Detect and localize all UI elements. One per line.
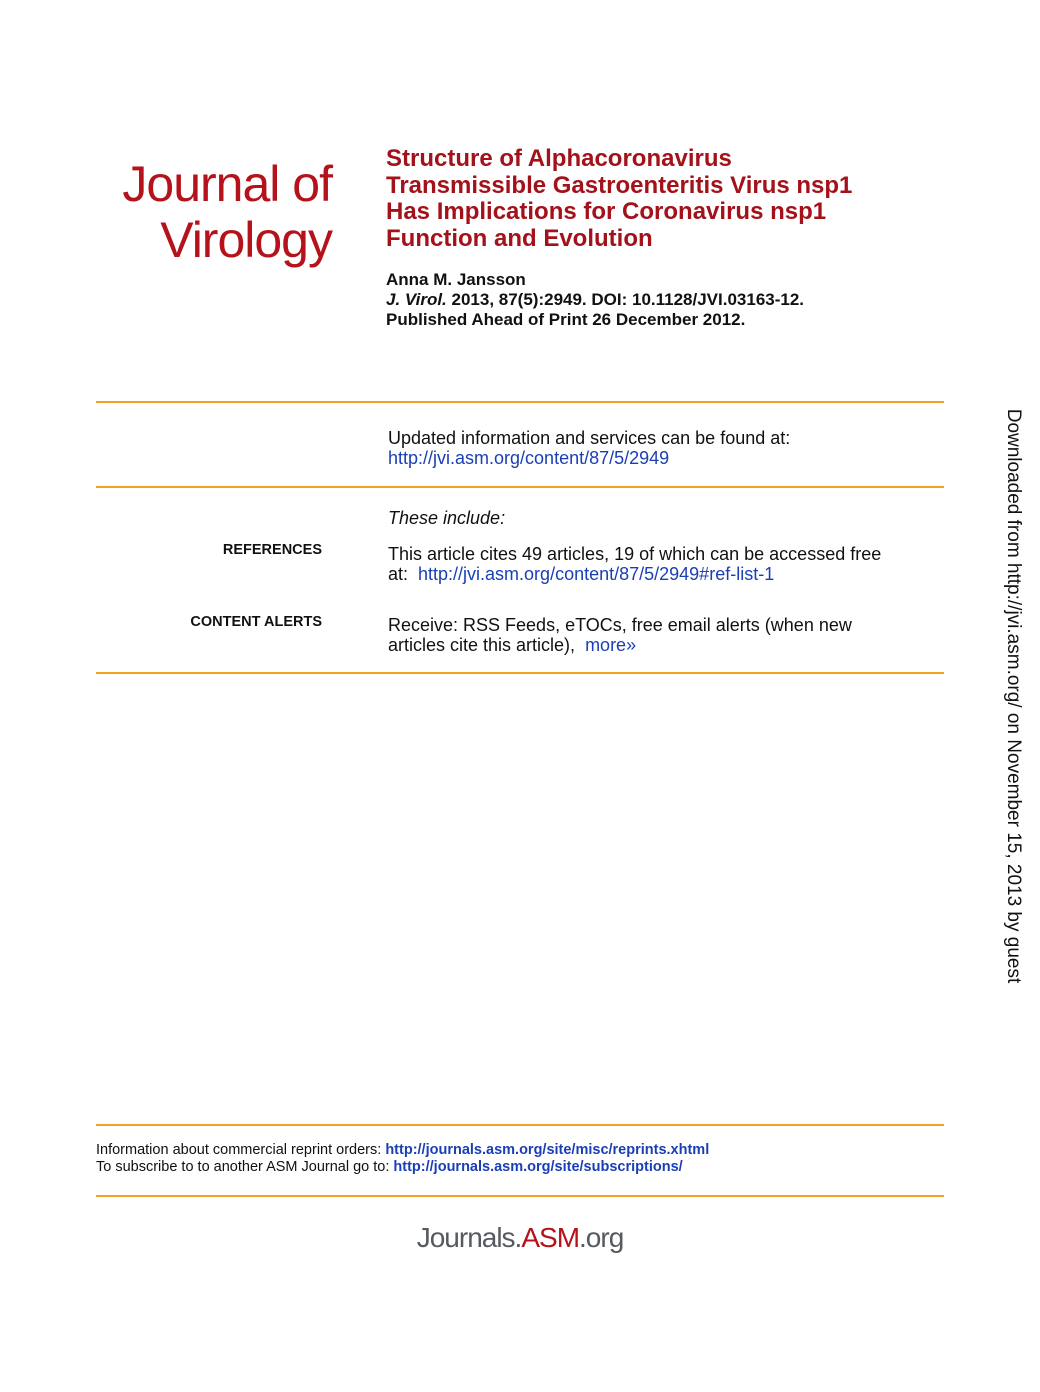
references-info xyxy=(388,544,881,584)
article-title xyxy=(386,146,946,252)
title-line-3: Has Implications for Coronavirus nsp1 xyxy=(386,198,827,225)
download-watermark: Downloaded from http://jvi.asm.org/ on November 15, 2013 by guest xyxy=(1003,408,1024,984)
journal-logo xyxy=(96,156,332,268)
published-date: Published Ahead of Print 26 December 2012. xyxy=(386,310,746,329)
journals-asm-logo xyxy=(0,1222,1040,1254)
article-link[interactable]: http://jvi.asm.org/content/87/5/2949 xyxy=(388,448,670,468)
citation-details: 2013, 87(5):2949. DOI: 10.1128/JVI.03163-12. xyxy=(446,290,805,309)
divider-middle xyxy=(96,486,944,488)
title-line-2: Transmissible Gastroenteritis Virus nsp1 xyxy=(386,171,853,199)
references-prefix: at: xyxy=(388,564,419,584)
logo-line-2: Virology xyxy=(160,212,332,268)
journal-abbrev: J. Virol. xyxy=(386,290,447,309)
title-line-4: Function and Evolution xyxy=(386,224,653,252)
logo-line-1: Journal of xyxy=(122,156,332,212)
subscribe-text: To subscribe to to another ASM Journal go to: xyxy=(96,1159,394,1175)
reprints-text: Information about commercial reprint orders: xyxy=(96,1142,386,1158)
more-link[interactable]: more» xyxy=(585,635,637,655)
these-include: These include: xyxy=(388,508,506,528)
citation xyxy=(386,290,946,310)
reprints-link[interactable]: http://journals.asm.org/site/misc/reprints.xhtml xyxy=(385,1142,710,1158)
article-meta xyxy=(386,270,946,330)
brand-prefix: Journals. xyxy=(416,1222,522,1253)
content-alerts-info xyxy=(388,615,852,655)
references-label: REFERENCES xyxy=(222,542,322,558)
content-alerts-label: CONTENT ALERTS xyxy=(190,614,322,630)
footer xyxy=(96,1142,709,1176)
divider-top xyxy=(96,401,944,403)
updated-text: Updated information and services can be found at: xyxy=(388,428,791,448)
brand-suffix: .org xyxy=(579,1222,624,1253)
divider-footer-top xyxy=(96,1124,944,1126)
brand-asm: ASM xyxy=(521,1222,580,1253)
references-link[interactable]: http://jvi.asm.org/content/87/5/2949#ref-list-1 xyxy=(418,564,775,584)
subscribe-link[interactable]: http://journals.asm.org/site/subscriptions/ xyxy=(393,1159,683,1175)
content-alerts-prefix: articles cite this article), xyxy=(388,635,586,655)
title-line-1: Structure of Alphacoronavirus xyxy=(386,145,732,172)
divider-bottom xyxy=(96,672,944,674)
content-alerts-line-1: Receive: RSS Feeds, eTOCs, free email alerts (when new xyxy=(388,615,852,635)
author: Anna M. Jansson xyxy=(386,270,526,289)
divider-footer-bottom xyxy=(96,1195,944,1197)
updated-info xyxy=(388,428,790,468)
references-line-1: This article cites 49 articles, 19 of which can be accessed free xyxy=(388,544,882,564)
